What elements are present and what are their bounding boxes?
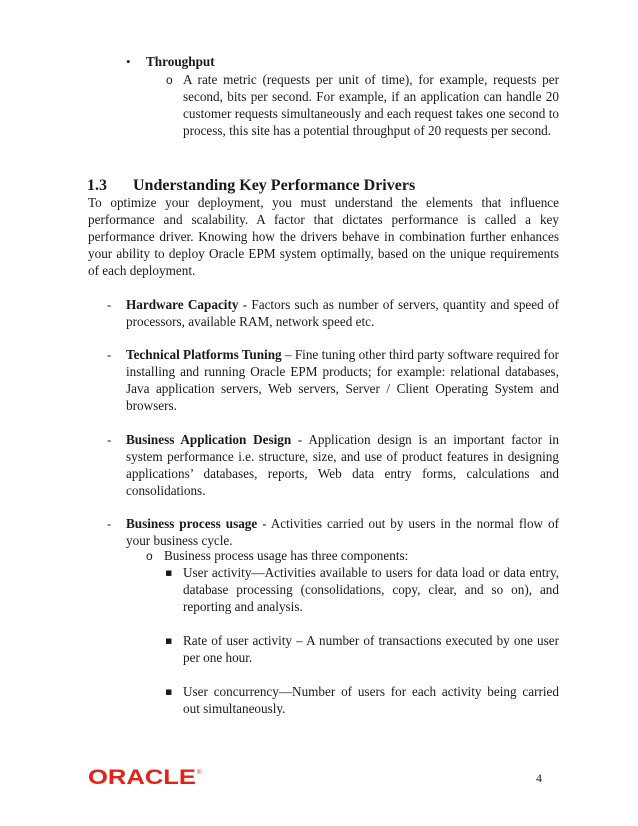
driver-term: Technical Platforms Tuning (126, 347, 282, 362)
dash-marker: - (107, 516, 112, 531)
driver-description: Fine tuning other third party software required for installing and running Oracle EPM products; for example: relational databases, Java application servers, Web servers, Server / Client Operating System and browsers. (126, 347, 559, 413)
throughput-description: A rate metric (requests per unit of time), for example, requests per second, bits per second. For example, if an application can handle 20 customer requests simultaneously and each request takes one second to process, this site has a potential throughput of 20 requests per second. (183, 72, 559, 138)
driver-separator: – (281, 347, 295, 362)
bullet-marker: • (126, 54, 131, 69)
driver-term: Business process usage (126, 516, 258, 531)
square-bullet-marker: ▪ (165, 634, 173, 647)
oracle-logo-text: ORACLE (88, 766, 196, 788)
section-title: Understanding Key Performance Drivers (133, 177, 416, 194)
usage-components-intro: Business process usage has three components: (164, 548, 409, 563)
oracle-logo-trademark: ® (197, 770, 202, 776)
sub-bullet-marker: o (146, 549, 153, 563)
driver-term: Hardware Capacity (126, 297, 239, 312)
usage-component-user-concurrency: User concurrency—Number of users for each activity being carried out simultaneously. (183, 684, 559, 716)
driver-description: Application design is an important factor in system performance i.e. structure, size, and use of product features in designing applications’ databases, reports, Web data entry forms, calculations and consolidations. (126, 432, 560, 498)
square-bullet-marker: ▪ (165, 566, 173, 579)
section-number: 1.3 (87, 177, 107, 194)
section-intro-paragraph: To optimize your deployment, you must understand the elements that influence performance and scalability. A factor that dictates performance is called a key performance driver. Knowing how the drivers behave in combination further enhances your ability to deploy Oracle EPM system optimally, based on the unique requirements of each deployment. (88, 195, 559, 278)
usage-component-rate-of-user-activity: Rate of user activity – A number of transactions executed by one user per one hour. (183, 633, 559, 665)
section-heading (87, 176, 415, 196)
driver-term: Business Application Design (126, 432, 292, 447)
usage-component-user-activity: User activity—Activities available to users for data load or data entry, database processing (consolidations, copy, clear, and so on), and reporting and analysis. (183, 565, 559, 614)
sub-bullet-marker: o (166, 73, 173, 87)
driver-hardware-capacity (126, 296, 559, 330)
driver-business-process-usage (126, 515, 559, 549)
driver-business-application-design (126, 431, 559, 499)
dash-marker: - (107, 432, 112, 447)
driver-description: Activities carried out by users in the normal flow of your business cycle. (126, 516, 559, 548)
dash-marker: - (107, 297, 112, 312)
page-number: 4 (536, 771, 542, 785)
oracle-logo (88, 766, 204, 788)
throughput-heading: Throughput (146, 54, 215, 69)
driver-separator: - (238, 297, 252, 312)
driver-technical-platforms-tuning (126, 346, 559, 414)
square-bullet-marker: ▪ (165, 685, 173, 698)
driver-description: Factors such as number of servers, quantity and speed of processors, available RAM, network speed etc. (126, 297, 559, 329)
driver-separator: - (257, 516, 271, 531)
driver-separator: - (291, 432, 309, 447)
dash-marker: - (107, 347, 112, 362)
